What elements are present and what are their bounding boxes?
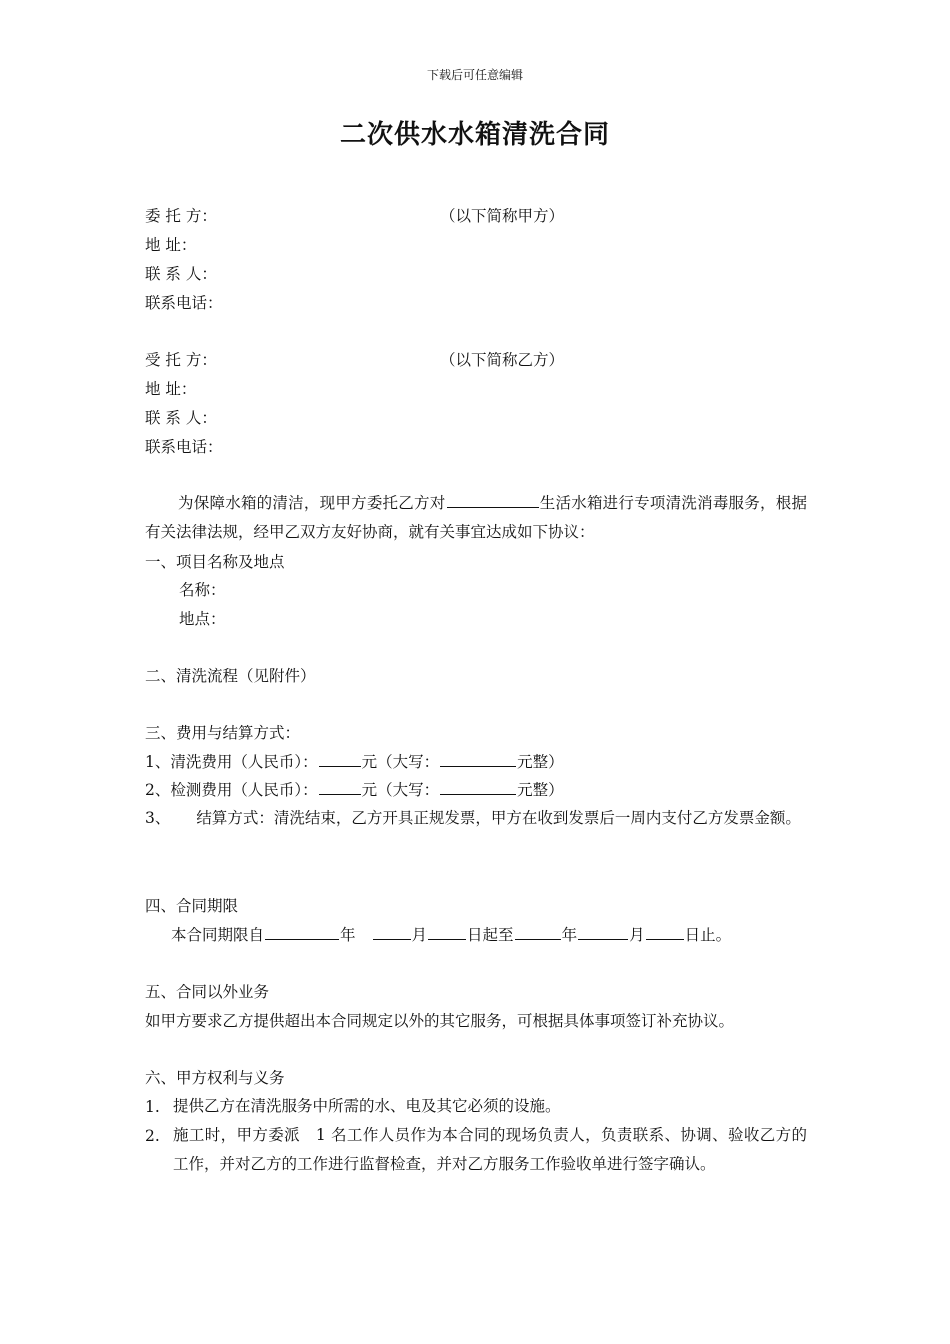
start-year-blank[interactable] [265, 925, 339, 940]
section-4-heading: 四、合同期限 [145, 897, 239, 915]
intro-blank[interactable] [447, 493, 539, 508]
settlement-text: 结算方式：清洗结束，乙方开具正规发票，甲方在收到发票后一周内支付乙方发票金额。 [196, 809, 801, 827]
cleaning-fee-upper-blank[interactable] [440, 752, 516, 767]
contract-term-line [171, 925, 731, 945]
cleaning-fee-label: 1、清洗费用（人民币）： [145, 753, 318, 771]
party-a-duty-2-text: 施工时，甲方委派 1 名工作人员作为本合同的现场负责人，负责联系、协调、验收乙方的工作，并对乙方的工作进行监督检查，并对乙方服务工作验收单进行签字确认。 [173, 1126, 807, 1173]
project-location-label: 地点： [179, 610, 226, 628]
testing-fee-label: 2、检测费用（人民币）： [145, 781, 318, 799]
cleaning-fee-blank[interactable] [319, 752, 361, 767]
term-text-6: 月 [629, 926, 645, 944]
party-a-phone: 联系电话： [145, 294, 223, 312]
party-b-contact: 联 系 人： [145, 409, 217, 427]
term-text-2: 年 [340, 926, 356, 944]
section-1-heading: 一、项目名称及地点 [145, 553, 285, 571]
term-text-1: 本合同期限自 [171, 926, 265, 944]
party-a-address: 地 址： [145, 236, 197, 254]
party-a-duty-1-number: 1. [145, 1098, 160, 1116]
section-5-heading: 五、合同以外业务 [145, 983, 270, 1001]
testing-fee-end: 元整） [517, 781, 564, 799]
section-6-heading: 六、甲方权利与义务 [145, 1069, 285, 1087]
testing-fee-upper-label: 元（大写： [361, 781, 440, 799]
document-title: 二次供水水箱清洗合同 [339, 120, 610, 150]
cleaning-fee-end: 元整） [517, 753, 564, 771]
party-b-label: 受 托 方： [145, 351, 217, 369]
term-text-5: 年 [561, 926, 578, 944]
intro-paragraph [145, 489, 807, 547]
party-b-address: 地 址： [145, 380, 197, 398]
settlement-paragraph [145, 804, 807, 833]
end-day-blank[interactable] [646, 925, 684, 940]
start-day-blank[interactable] [428, 925, 466, 940]
testing-fee-blank[interactable] [319, 780, 361, 795]
cleaning-fee-line [145, 752, 564, 772]
party-a-label: 委 托 方： [145, 207, 217, 225]
intro-text-2: 生活水箱进行专项清洗消毒服务，根据有关法律法规，经甲乙双方友好协商，就有关事宜达成如下协议： [145, 494, 807, 541]
term-text-7: 日止。 [684, 926, 732, 944]
cleaning-fee-upper-label: 元（大写： [361, 753, 440, 771]
party-a-duty-2-number: 2. [145, 1127, 160, 1145]
header-note: 下载后可任意编辑 [426, 68, 523, 82]
intro-text-1: 为保障水箱的清洁，现甲方委托乙方对 [178, 494, 446, 512]
project-name-label: 名称： [179, 581, 226, 599]
party-a-abbr: （以下简称甲方） [440, 207, 565, 225]
term-text-4: 日起至 [467, 926, 514, 944]
section-3-heading: 三、费用与结算方式： [145, 724, 301, 742]
term-text-3: 月 [411, 926, 428, 944]
end-year-blank[interactable] [515, 925, 561, 940]
party-b-abbr: （以下简称乙方） [440, 351, 565, 369]
party-a-duty-1-text: 提供乙方在清洗服务中所需的水、电及其它必须的设施。 [173, 1097, 561, 1115]
start-month-blank[interactable] [373, 925, 411, 940]
settlement-number: 3、 [145, 809, 171, 827]
testing-fee-line [145, 780, 564, 800]
party-a-contact: 联 系 人： [145, 265, 217, 283]
party-b-phone: 联系电话： [145, 438, 223, 456]
section-2-heading: 二、清洗流程（见附件） [145, 667, 316, 685]
extra-services-text: 如甲方要求乙方提供超出本合同规定以外的其它服务，可根据具体事项签订补充协议。 [145, 1012, 735, 1030]
testing-fee-upper-blank[interactable] [440, 780, 516, 795]
end-month-blank[interactable] [578, 925, 628, 940]
